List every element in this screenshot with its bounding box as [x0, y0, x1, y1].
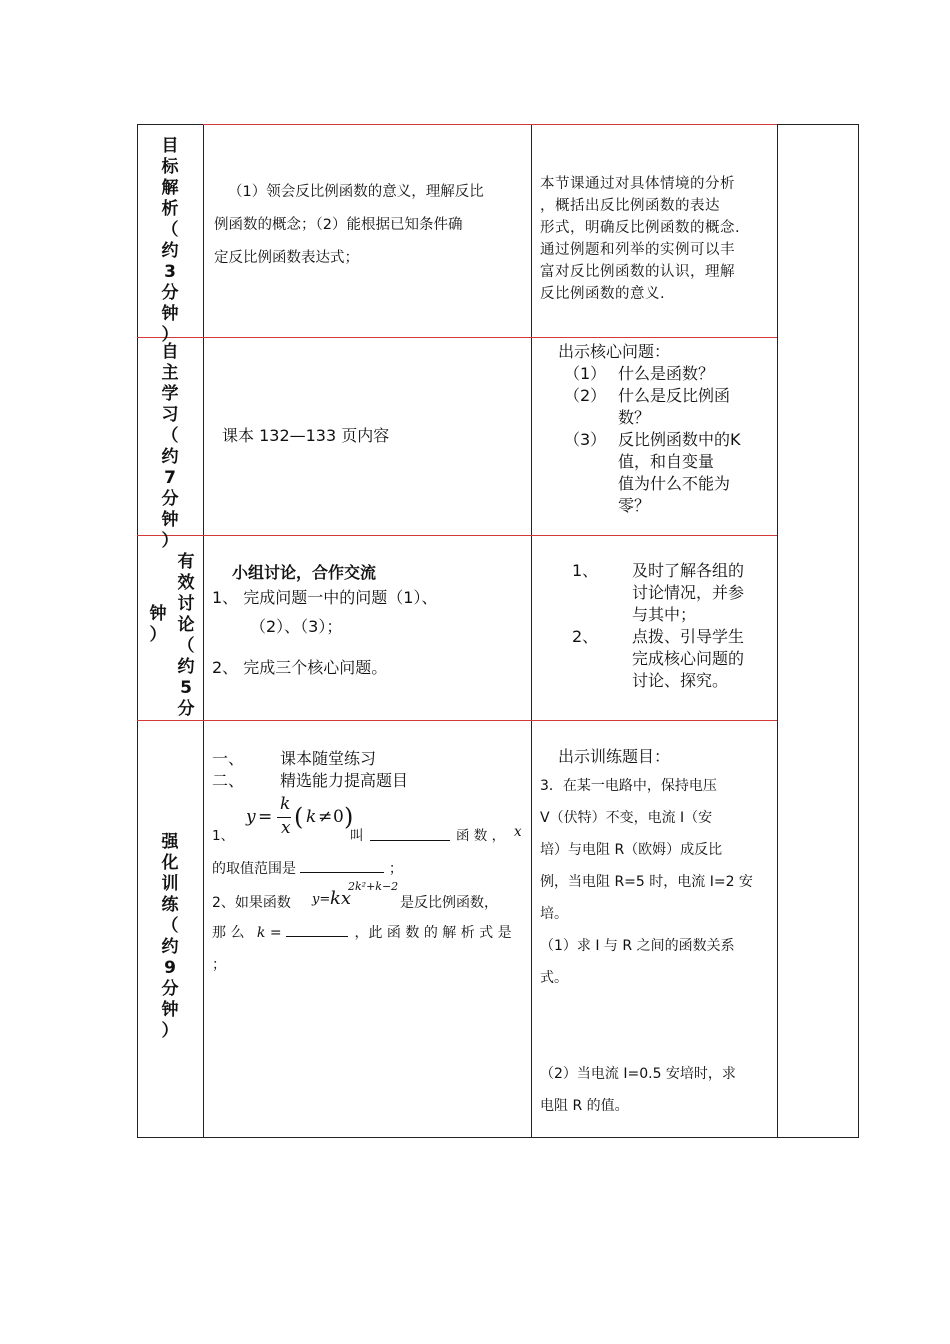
stage-label-discussion-col1: 有 效 讨 论 （ 约 5 分	[177, 552, 195, 719]
problem-line: 例，当电阻 R=5 时，电流 I=2 安	[540, 874, 753, 890]
practice-problem-1-domain	[212, 858, 524, 878]
row-divider-1	[137, 337, 777, 338]
objectives-line-2: 例函数的概念；（2）能根据已知条件确	[214, 217, 463, 233]
textbook-pages: 课本 132—133 页内容	[222, 426, 390, 445]
action-text: 及时了解各组的	[632, 561, 745, 580]
notes-line: ，概括出反比例函数的表达	[540, 198, 720, 214]
practice-notes	[540, 746, 774, 1122]
variable-x: x	[514, 824, 522, 840]
table-top-border	[203, 124, 777, 125]
teacher-action-2	[572, 626, 777, 692]
notes-line: 形式，明确反比例函数的概念.	[540, 220, 741, 236]
notes-line: 本节课通过对具体情境的分析	[540, 176, 735, 192]
question-number: （3）	[564, 430, 607, 449]
problem-line: （2）当电流 I=0.5 安培时，求	[540, 1066, 736, 1082]
discussion-title: 小组讨论，合作交流	[232, 563, 377, 582]
heading-number: 一、	[212, 749, 245, 768]
heading-number: 二、	[212, 771, 245, 790]
answer-blank[interactable]	[300, 858, 384, 873]
table-border-left	[137, 124, 138, 1138]
problem-text: ，此 函 数 的 解 析 式 是	[354, 925, 512, 941]
problem-line: 培）与电阻 R（欧姆）成反比	[540, 842, 723, 858]
objectives-line-3: 定反比例函数表达式；	[214, 250, 359, 266]
practice-heading-2	[212, 768, 409, 791]
action-text: 点拨、引导学生	[632, 627, 745, 646]
practice-problem-2-end	[212, 954, 226, 974]
core-questions	[558, 341, 773, 517]
notes-line: 通过例题和列举的实例可以丰	[540, 242, 735, 258]
question-text: 什么是反比例函	[618, 386, 731, 405]
problem-line: 3．在某一电路中，保持电压	[540, 778, 717, 794]
question-text: 什么是函数？	[618, 364, 715, 383]
problem-line: 培。	[540, 906, 568, 922]
question-text: 反比例函数中的K	[618, 430, 741, 449]
problem-number: 1、	[212, 828, 235, 844]
training-title: 出示训练题目：	[558, 747, 671, 766]
action-number: 2、	[572, 627, 599, 646]
problem-line: 电阻 R 的值。	[540, 1098, 629, 1114]
training-problem	[540, 770, 774, 1122]
heading-text: 课本随堂练习	[280, 749, 377, 768]
table-divider-2	[531, 124, 532, 1138]
problem-line: V（伏特）不变，电流 I（安	[540, 810, 713, 826]
table-divider-3	[777, 124, 778, 1138]
practice-content	[212, 746, 527, 1046]
practice-heading-1	[212, 746, 377, 769]
discussion-item-2: 2、 完成三个核心问题。	[212, 658, 388, 677]
formula-kx: kx	[330, 888, 352, 909]
table-divider-1	[203, 124, 204, 1138]
self-study-content	[222, 423, 522, 446]
heading-text: 精选能力提高题目	[280, 771, 409, 790]
problem-text: ；	[388, 861, 403, 877]
question-number: （2）	[564, 386, 607, 405]
objectives-content	[214, 176, 526, 275]
problem-text: 2、如果函数	[212, 895, 291, 911]
discussion-content	[212, 560, 527, 680]
discussion-notes	[572, 560, 777, 692]
discussion-item-1: 1、 完成问题一中的问题（1）、	[212, 588, 438, 607]
action-text: 讨论、探究。	[632, 671, 729, 690]
action-text: 完成核心问题的	[632, 649, 745, 668]
practice-problem-2	[212, 880, 524, 920]
stage-label-practice: 强 化 训 练 （ 约 9 分 钟 ）	[161, 832, 179, 1041]
practice-problem-1	[212, 824, 524, 844]
question-text: 值为什么不能为	[618, 474, 731, 493]
notes-line: 反比例函数的意义.	[540, 286, 666, 302]
problem-text: 是反比例函数，	[400, 895, 498, 911]
table-border-right	[858, 124, 859, 1138]
table-top-border-right	[777, 124, 859, 125]
question-number: （1）	[564, 364, 607, 383]
problem-text: 叫	[350, 828, 364, 844]
problem-text: 的取值范围是	[212, 861, 296, 877]
question-3	[558, 429, 773, 517]
core-questions-title: 出示核心问题：	[558, 342, 671, 361]
row-divider-3	[137, 720, 777, 721]
notes-line: 富对反比例函数的认识，理解	[540, 264, 735, 280]
inverse-proportion-formula: y = k x ( k ≠ 0 )	[246, 794, 354, 838]
stage-label-self-study: 自 主 学 习 （ 约 7 分 钟 ）	[161, 342, 179, 551]
action-text: 与其中；	[632, 605, 697, 624]
stage-label-discussion	[140, 552, 200, 719]
question-text: 值，和自变量	[618, 452, 715, 471]
answer-blank[interactable]	[286, 922, 348, 937]
problem-text: 那 么	[212, 925, 245, 941]
stage-label-discussion-col2: 钟 ）	[149, 604, 167, 645]
objectives-line-1: （1）领会反比例函数的意义，理解反比	[228, 184, 484, 200]
answer-blank[interactable]	[370, 826, 450, 841]
formula-y: y=	[312, 892, 331, 907]
problem-line: （1）求 I 与 R 之间的函数关系	[540, 938, 735, 954]
action-text: 讨论情况，并参	[632, 583, 745, 602]
discussion-item-1b: （2）、（3）；	[250, 617, 343, 636]
variable-k: k	[256, 925, 266, 941]
question-1	[558, 363, 773, 385]
stage-label-objectives: 目 标 解 析 （ 约 3 分 钟 ）	[161, 136, 179, 345]
action-number: 1、	[572, 561, 599, 580]
table-top-border-left	[137, 124, 203, 125]
problem-text: 函 数 ，	[456, 828, 506, 844]
table-bottom-border	[137, 1137, 859, 1138]
formula-exponent: 2k²+k−2	[348, 880, 399, 893]
objectives-notes	[540, 173, 772, 305]
question-2	[558, 385, 773, 429]
problem-text: ；	[212, 957, 226, 973]
teacher-action-1	[572, 560, 777, 626]
question-text: 数？	[618, 408, 651, 427]
problem-line: 式。	[540, 970, 568, 986]
question-text: 零？	[618, 496, 651, 515]
row-divider-2	[137, 535, 777, 536]
practice-problem-2-line2	[212, 922, 524, 946]
problem-text: =	[269, 925, 282, 941]
